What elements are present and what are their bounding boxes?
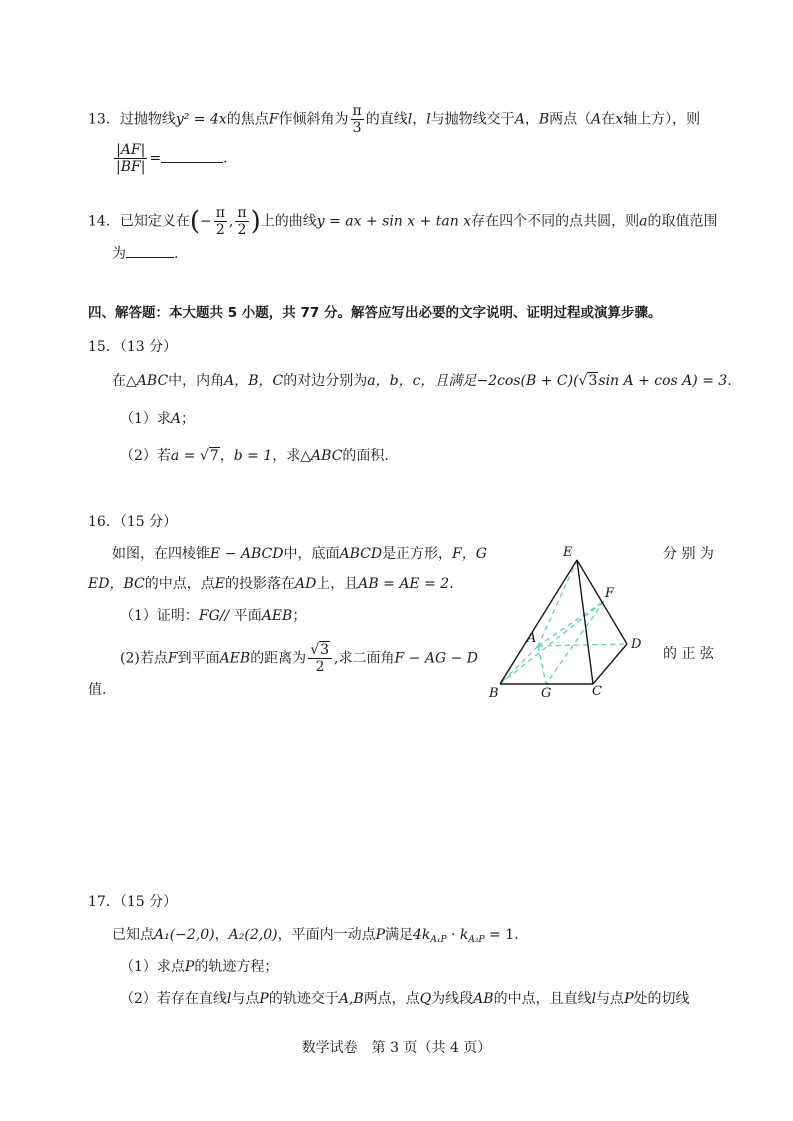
edge-EC: [577, 560, 593, 684]
q16-line1-tail: 分 别 为: [663, 546, 714, 562]
q16-line2: ED，BC的中点，点E的投影落在AD上，且AB = AE = 2.: [88, 576, 454, 592]
page-footer: 数学试卷 第 3 页（共 4 页）: [301, 1040, 492, 1056]
label-D: D: [631, 637, 642, 652]
edge-EA: [538, 560, 577, 646]
q14-number: 14．: [88, 213, 120, 230]
q17-part1: （1）求点P的轨迹方程；: [120, 959, 279, 975]
label-B: B: [489, 686, 499, 701]
edge-FG: [546, 601, 604, 684]
q13-line1: 13．过抛物线y² = 4x的焦点F作倾斜角为 $\frac{\pi}{3}$ 的直线l，l与抛物线交于A，B两点（A在x轴上方），则: [88, 103, 701, 136]
q17-header: 17．（15 分）: [88, 894, 178, 910]
q15-part1: （1）求A；: [120, 411, 196, 427]
answer-blank-14[interactable]: [126, 243, 174, 258]
q16-part2: (2)若点F到平面AEB的距离为 $\frac{√3}{2}$ ,求二面角F − AG − D: [120, 642, 478, 675]
q14-line2: 为 .: [112, 243, 178, 263]
q16-part1: （1）证明：FG// 平面AEB；: [120, 608, 307, 624]
q13-line2: $\frac{|AF|}{|BF|}$ = .: [116, 142, 228, 175]
angle-fraction: $\frac{\pi}{3}$: [352, 103, 362, 136]
q16-part2-last: 值.: [88, 682, 107, 698]
pyramid-figure: [480, 538, 650, 703]
edge-CD: [593, 644, 627, 684]
label-A: A: [527, 631, 537, 646]
curve-equation: y = ax + sin x + tan x: [316, 213, 472, 230]
label-G: G: [541, 686, 552, 701]
q17-condition: $4k_{A_1P} \cdot k_{A_2P} = 1$: [413, 927, 515, 945]
q17-statement: 已知点A₁(−2,0)，A₂(2,0)，平面内一动点P满足$4k_{A_1P} \cdot k_{A_2P} = 1$.: [112, 927, 519, 945]
edge-BF: [500, 601, 604, 684]
edge-AD: [538, 644, 627, 646]
q17-part2: （2）若存在直线l与点P的轨迹交于A,B两点，点Q为线段AB的中点，且直线l与点P处的切线: [120, 991, 690, 1007]
q16-line1: 如图，在四棱锥E − ABCD中，底面ABCD是正方形，F，G: [112, 546, 487, 562]
q15-statement: 在△ABC中，内角A，B，C的对边分别为a，b，c，且满足−2cos(B + C)(√3sin A + cos A) = 3.: [112, 373, 732, 389]
edge-EB: [500, 560, 577, 684]
edge-ED: [577, 560, 627, 644]
q16-part2-tail: 的 正 弦: [663, 646, 714, 662]
label-E: E: [563, 545, 573, 560]
edge-AB: [500, 646, 538, 684]
q13-number: 13．: [88, 111, 120, 128]
q15-part2: （2）若a = √7，b = 1，求△ABC的面积.: [120, 448, 389, 464]
q16-header: 16．（15 分）: [88, 514, 178, 530]
section-4-header: 四、解答题：本大题共 5 小题，共 77 分。解答应写出必要的文字说明、证明过程或演算步骤。: [88, 305, 662, 321]
q14-line1: 14．已知定义在(− $\frac{\pi}{2}$ , $\frac{\pi}{2}$ )上的曲线y = ax + sin x + tan x存在四个不同的点共圆，则a的取值范围: [88, 205, 718, 238]
distance-fraction: $\frac{√3}{2}$: [308, 642, 332, 675]
label-C: C: [592, 684, 602, 699]
q15-condition: −2cos(B + C)(√3sin A + cos A) = 3: [476, 373, 728, 389]
ratio-fraction: $\frac{|AF|}{|BF|}$: [116, 142, 146, 175]
q15-header: 15．（13 分）: [88, 339, 178, 355]
parabola-equation: y² = 4x: [175, 111, 227, 128]
edge-AG: [538, 646, 546, 684]
answer-blank-13[interactable]: [161, 148, 223, 163]
label-F: F: [605, 586, 615, 601]
